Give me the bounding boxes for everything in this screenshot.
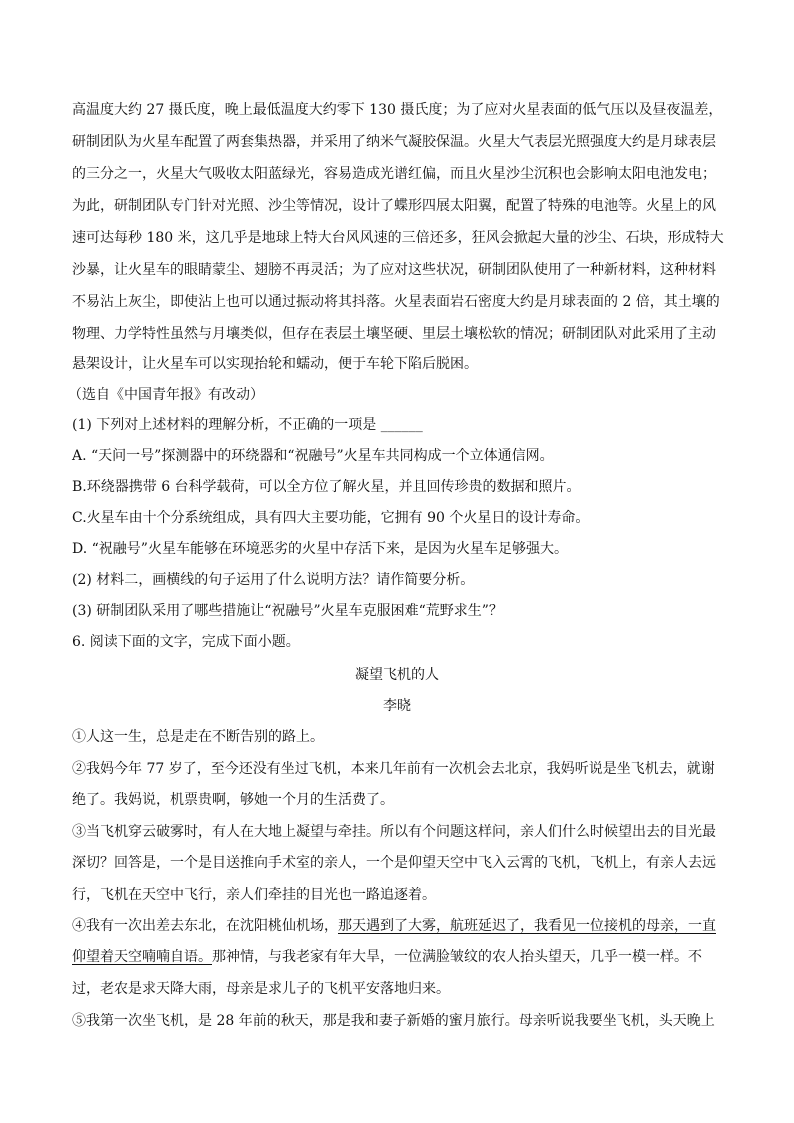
underlined-sentence: 仰望着天空喃喃自语。 xyxy=(72,949,212,965)
question-2: (2) 材料二，画横线的句子运用了什么说明方法？请作简要分析。 xyxy=(72,572,475,588)
question-6: 6. 阅读下面的文字，完成下面小题。 xyxy=(72,634,300,650)
essay-paragraph-3-line: ③当飞机穿云破雾时，有人在大地上凝望与牵挂。所以有个问题这样问，亲人们什么时候望出去的目光最 xyxy=(72,824,716,840)
essay-paragraph-3-line: 深切？回答是，一个是目送推向手术室的亲人，一个是仰望天空中飞入云霄的飞机，飞机上，有亲人去远 xyxy=(72,855,716,871)
essay-title: 凝望飞机的人 xyxy=(355,667,439,683)
question-3: (3) 研制团队采用了哪些措施让“祝融号”火星车克服困难“荒野求生”？ xyxy=(72,603,503,619)
essay-paragraph-4-line: 过，老农是求天降大雨，母亲是求儿子的飞机平安落地归来。 xyxy=(72,981,450,997)
source-note: （选自《中国青年报》有改动） xyxy=(68,387,264,403)
option-d: D. “祝融号”火星车能够在环境恶劣的火星中存活下来，是因为火星车足够强大。 xyxy=(72,541,568,557)
question-1: (1) 下列对上述材料的理解分析，不正确的一项是 ______ xyxy=(72,417,423,433)
passage-line: 沙暴，让火星车的眼睛蒙尘、翅膀不再灵活；为了应对这些状况，研制团队使用了一种新材料，这种材料 xyxy=(72,262,716,278)
passage-line: 物理、力学特性虽然与月壤类似，但存在表层土壤坚硬、里层土壤松软的情况；研制团队对此采用了主动 xyxy=(72,326,716,342)
essay-paragraph-4-line xyxy=(72,947,732,967)
essay-paragraph-2-line: 绝了。我妈说，机票贵啊，够她一个月的生活费了。 xyxy=(72,792,394,808)
essay-author: 李晓 xyxy=(383,698,411,714)
plain-text: ④我有一次出差去东北，在沈阳桃仙机场， xyxy=(72,918,338,934)
essay-paragraph-4-line xyxy=(72,916,732,936)
underlined-sentence: 那天遇到了大雾，航班延迟了，我看见一位接机的母亲，一直 xyxy=(338,918,716,934)
essay-paragraph-1: ①人这一生，总是走在不断告别的路上。 xyxy=(72,729,324,745)
passage-line: 研制团队为火星车配置了两套集热器，并采用了纳米气凝胶保温。火星大气表层光照强度大约是月球表层 xyxy=(72,134,716,150)
essay-paragraph-2-line: ②我妈今年 77 岁了，至今还没有坐过飞机，本来几年前有一次机会去北京，我妈听说是坐飞机去，就谢 xyxy=(72,761,715,777)
essay-paragraph-5-line: ⑤我第一次坐飞机，是 28 年前的秋天，那是我和妻子新婚的蜜月旅行。母亲听说我要坐飞机，头天晚上 xyxy=(72,1013,715,1029)
passage-line: 为此，研制团队专门针对光照、沙尘等情况，设计了蝶形四展太阳翼，配置了特殊的电池等。火星上的风 xyxy=(72,198,716,214)
passage-line: 高温度大约 27 摄氏度，晚上最低温度大约零下 130 摄氏度；为了应对火星表面的低气压以及昼夜温差， xyxy=(72,102,723,118)
option-a: A. “天问一号”探测器中的环绕器和“祝融号”火星车共同构成一个立体通信网。 xyxy=(72,448,554,464)
passage-line: 的三分之一，火星大气吸收太阳蓝绿光，容易造成光谱红偏，而且火星沙尘沉积也会影响太阳电池发电； xyxy=(72,166,716,182)
passage-line: 悬架设计，让火星车可以实现抬轮和蠕动，便于车轮下陷后脱困。 xyxy=(72,356,478,372)
essay-paragraph-3-line: 行，飞机在天空中飞行，亲人们牵挂的目光也一路追逐着。 xyxy=(72,887,436,903)
option-c: C.火星车由十个分系统组成，具有四大主要功能，它拥有 90 个火星日的设计寿命。 xyxy=(72,510,590,526)
passage-line: 速可达每秒 180 米，这几乎是地球上特大台风风速的三倍还多，狂风会掀起大量的沙尘、石块，形成特大 xyxy=(72,230,724,246)
option-b: B.环绕器携带 6 台科学载荷，可以全方位了解火星，并且回传珍贵的数据和照片。 xyxy=(72,479,581,495)
plain-text: 那神情，与我老家有年大旱，一位满脸皱纹的农人抬头望天，几乎一模一样。不 xyxy=(212,949,702,965)
passage-line: 不易沾上灰尘，即使沾上也可以通过振动将其抖落。火星表面岩石密度大约是月球表面的 2 倍，其土壤的 xyxy=(72,294,720,310)
